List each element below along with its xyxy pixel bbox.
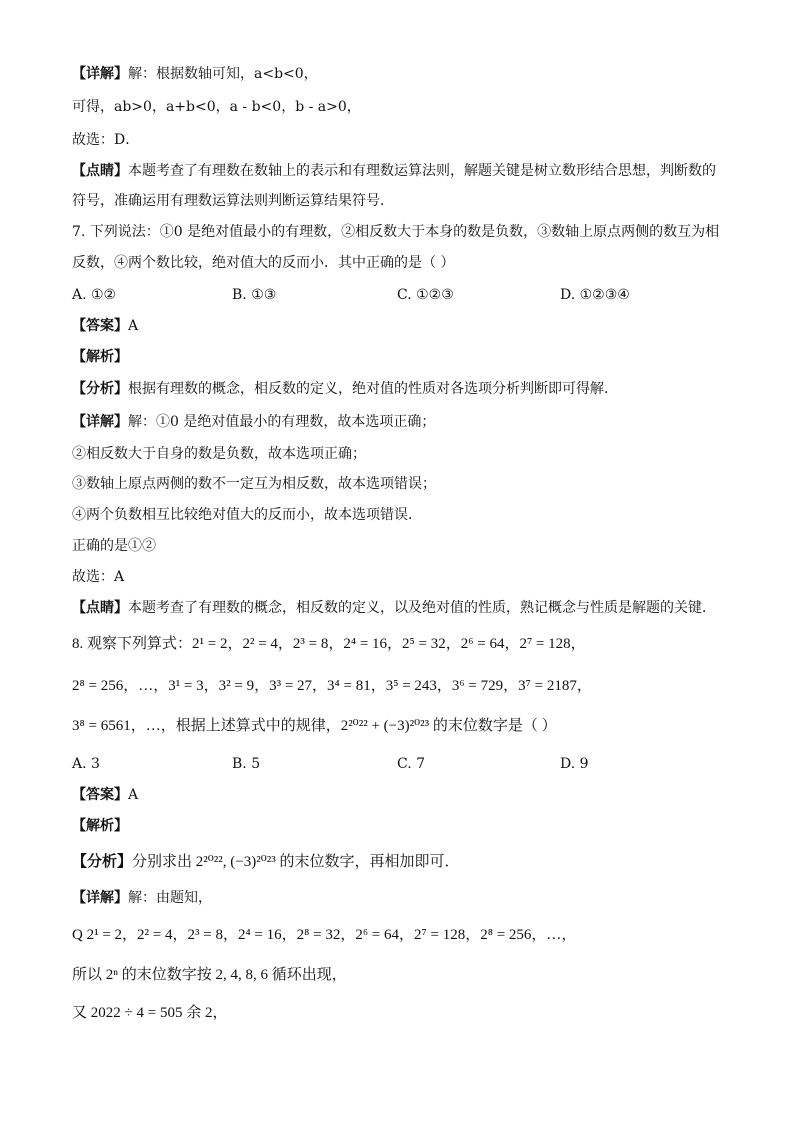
- q7-option-b: B. ①③: [232, 287, 277, 303]
- fenxi-tag: 【分析】: [72, 381, 128, 397]
- q7-detail-3: ③数轴上原点两侧的数不一定互为相反数，故本选项错误；: [72, 476, 436, 492]
- q8-option-c: C. 7: [397, 756, 426, 772]
- q7-detail-4: ④两个负数相互比较绝对值大的反而小，故本选项错误．: [72, 507, 422, 523]
- q7-detail-2: ②相反数大于自身的数是负数，故本选项正确；: [72, 446, 366, 462]
- q8-answer: [72, 785, 138, 805]
- q7-choice: 故选：A: [72, 569, 125, 585]
- q7-option-c: C. ①②③: [397, 287, 454, 303]
- q8-option-d: D. 9: [560, 756, 589, 772]
- derivation-line: 可得，ab>0，a+b<0，a - b<0，b - a>0，: [72, 99, 361, 115]
- fenxi-tag: 【分析】: [72, 854, 133, 870]
- q8-detail-3: 所以 2ⁿ 的末位数字按 2, 4, 8, 6 循环出现，: [72, 967, 347, 983]
- detail-tag: 【详解】: [72, 890, 128, 906]
- fenxi-text: 根据有理数的概念，相反数的定义，绝对值的性质对各选项分析判断即可得解．: [128, 381, 618, 397]
- q7-option-d: D. ①②③④: [560, 287, 630, 303]
- detail-tag: 【详解】: [72, 414, 128, 430]
- q7-comment: [72, 598, 716, 618]
- q7-fenxi: [72, 379, 618, 399]
- detail-text: 解：根据数轴可知，a<b<0，: [128, 66, 318, 82]
- detail-tag: 【详解】: [72, 66, 128, 82]
- comment-line-2: 符号，准确运用有理数运算法则判断运算结果符号．: [72, 193, 394, 209]
- q7-detail-5: 正确的是①②: [72, 538, 156, 554]
- comment-tag: 【点睛】: [72, 163, 128, 179]
- comment-text: 本题考查了有理数的概念，相反数的定义，以及绝对值的性质，熟记概念与性质是解题的关键．: [128, 600, 716, 616]
- question-8-stem-3: 3⁸ = 6561，…，根据上述算式中的规律，2²⁰²² + (−3)²⁰²³ 的末位数字是（ ）: [72, 718, 557, 734]
- q7-analysis-heading: 【解析】: [72, 349, 128, 365]
- question-8-stem: 8. 观察下列算式：2¹ = 2，2² = 4，2³ = 8，2⁴ = 16，2⁵ = 32，2⁶ = 64，2⁷ = 128，: [72, 636, 586, 652]
- question-8-stem-2: 2⁸ = 256，…，3¹ = 3，3² = 9，3³ = 27，3⁴ = 81，3⁵ = 243，3⁶ = 729，3⁷ = 2187，: [72, 678, 592, 694]
- comment-line: [72, 161, 716, 181]
- answer-value: A: [128, 318, 139, 334]
- q7-answer: [72, 316, 138, 336]
- fenxi-text: 分别求出 2²⁰²², (−3)²⁰²³ 的末位数字，再相加即可．: [132, 854, 460, 870]
- comment-text: 本题考查了有理数在数轴上的表示和有理数运算法则，解题关键是树立数形结合思想，判断数的: [128, 163, 716, 179]
- q7-option-a: A. ①②: [72, 287, 117, 303]
- solution-detail-line: [72, 64, 318, 84]
- q8-detail-2: Q 2¹ = 2，2² = 4，2³ = 8，2⁴ = 16，2⁸ = 32，2⁶ = 64，2⁷ = 128，2⁸ = 256，…，: [72, 927, 577, 943]
- choice-line: 故选：D．: [72, 132, 140, 148]
- answer-tag: 【答案】: [72, 787, 128, 803]
- comment-tag: 【点睛】: [72, 600, 128, 616]
- question-7-stem-2: 反数，④两个数比较，绝对值大的反而小．其中正确的是（ ）: [72, 255, 455, 271]
- q8-detail-4: 又 2022 ÷ 4 = 505 余 2，: [72, 1005, 228, 1021]
- q8-fenxi: [72, 852, 459, 872]
- q8-option-b: B. 5: [232, 756, 261, 772]
- answer-tag: 【答案】: [72, 318, 128, 334]
- question-7-stem: 7. 下列说法：①0 是绝对值最小的有理数，②相反数大于本身的数是负数，③数轴上原点两侧的数互为相: [72, 224, 720, 240]
- q8-analysis-heading: 【解析】: [72, 818, 128, 834]
- detail-text: 解：由题知，: [128, 890, 212, 906]
- detail-text: 解：①0 是绝对值最小的有理数，故本选项正确；: [128, 414, 436, 430]
- q7-detail: [72, 412, 435, 432]
- answer-value: A: [128, 787, 139, 803]
- q8-option-a: A. 3: [72, 756, 100, 772]
- q8-detail: [72, 888, 212, 908]
